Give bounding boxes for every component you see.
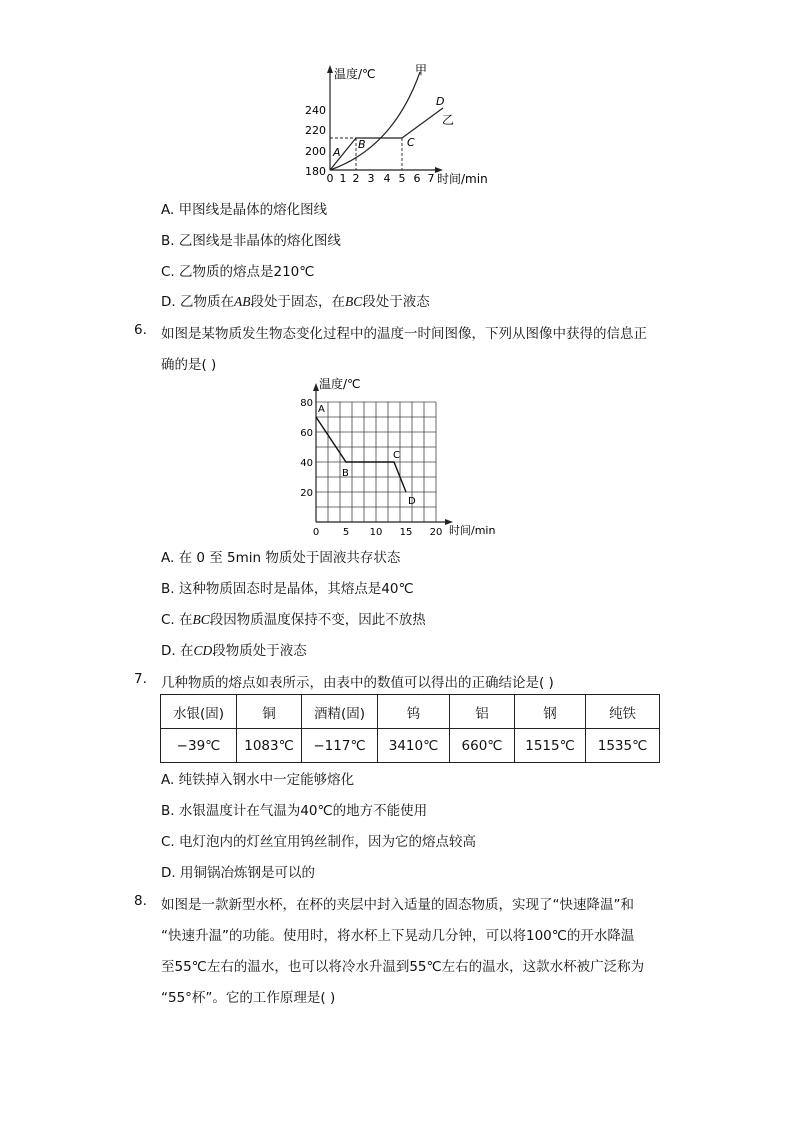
fig1-ytick: 240	[305, 104, 326, 117]
table-cell: 660℃	[450, 729, 515, 763]
q6-option-d-suffix: 段物质处于液态	[212, 643, 307, 659]
fig2-y-tick-label: 40	[300, 458, 313, 469]
fig1-ytick: 200	[305, 145, 326, 158]
q8-stem-line1: 如图是一款新型水杯，在杯的夹层中封入适量的固态物质，实现了“快速降温”和	[161, 897, 634, 913]
fig2-y-tick-label: 20	[300, 488, 313, 499]
fig2-x-tick-label: 15	[399, 527, 413, 538]
fig2-tick-labels	[300, 398, 442, 538]
fig1-x-title: 时间/min	[437, 172, 488, 186]
fig1-label-c: C	[407, 136, 415, 149]
table-header-cell: 水银(固)	[161, 695, 237, 729]
fig2-point-label: B	[342, 468, 349, 479]
fig1-y-arrow	[327, 65, 333, 73]
fig1-xtick: 6	[413, 172, 421, 185]
fig1-label-b: B	[358, 138, 366, 151]
fig1-label-jia: 甲	[415, 63, 428, 77]
table-cell: −117℃	[302, 729, 378, 763]
fig1-y-title: 温度/℃	[334, 67, 376, 81]
fig1-curve-yi	[330, 108, 443, 170]
q7-stem: 几种物质的熔点如表所示，由表中的数值可以得出的正确结论是( )	[161, 675, 554, 691]
fig2-x-tick-label: 20	[429, 527, 443, 538]
fig1-xtick: 1	[339, 172, 347, 185]
fig1-xtick: 2	[352, 172, 360, 185]
table-cell: 1083℃	[237, 729, 302, 763]
fig1-xtick: 3	[367, 172, 375, 185]
table-cell: 1535℃	[586, 729, 660, 763]
table-cell: −39℃	[161, 729, 237, 763]
fig2-y-title: 温度/℃	[319, 377, 361, 391]
fig1-ytick: 180	[305, 165, 326, 178]
fig1-xtick: 0	[326, 172, 334, 185]
fig1-ytick: 220	[305, 124, 326, 137]
q8-stem-line4: “55°杯”。它的工作原理是( )	[161, 990, 336, 1006]
q7-option-c[interactable]: C. 电灯泡内的灯丝宜用钨丝制作，因为它的熔点较高	[161, 834, 477, 850]
figure-1-heating-curves	[298, 58, 508, 190]
fig1-label-d: D	[436, 95, 445, 108]
q6-option-c[interactable]	[161, 608, 426, 628]
q8-stem-line2: “快速升温”的功能。使用时，将水杯上下晃动几分钟，可以将100℃的开水降温	[161, 928, 635, 944]
q6-stem-line2: 确的是( )	[161, 357, 217, 373]
segment-ab: AB	[233, 294, 251, 309]
q5-option-d-prefix: D. 乙物质在	[161, 294, 234, 310]
fig2-y-tick-label: 80	[300, 398, 313, 409]
table-header-cell: 纯铁	[586, 695, 660, 729]
fig1-xtick: 5	[398, 172, 406, 185]
fig2-x-tick-label: 5	[342, 527, 350, 538]
q5-option-c[interactable]: C. 乙物质的熔点是210℃	[161, 264, 315, 280]
q6-option-d-prefix: D. 在	[161, 643, 194, 659]
fig2-axes	[313, 383, 453, 525]
fig2-y-tick-label: 60	[300, 428, 313, 439]
fig2-point-label: C	[393, 450, 400, 461]
table-header-cell: 酒精(固)	[302, 695, 378, 729]
table-cell: 1515℃	[515, 729, 586, 763]
fig2-x-tick-label: 10	[369, 527, 383, 538]
q6-option-b[interactable]: B. 这种物质固态时是晶体，其熔点是40℃	[161, 581, 414, 597]
fig1-curve-jia	[330, 72, 420, 170]
segment-bc: BC	[344, 294, 363, 309]
q5-option-d-suffix: 段处于液态	[362, 294, 430, 310]
fig1-xtick: 7	[427, 172, 435, 185]
q6-number: 6.	[134, 322, 147, 338]
q6-stem-line1: 如图是某物质发生物态变化过程中的温度一时间图像，下列从图像中获得的信息正	[161, 326, 647, 342]
segment-bc: BC	[192, 612, 210, 627]
fig1-xtick: 4	[383, 172, 391, 185]
q6-option-d[interactable]	[161, 639, 307, 659]
q6-option-c-prefix: C. 在	[161, 612, 193, 628]
table-header-row	[161, 695, 660, 729]
q6-option-c-suffix: 段因物质温度保持不变，因此不放热	[209, 612, 426, 628]
q7-option-d[interactable]: D. 用铜锅冶炼钢是可以的	[161, 865, 315, 881]
q8-number: 8.	[134, 893, 147, 909]
q5-option-d[interactable]	[161, 290, 430, 310]
table-header-cell: 铜	[237, 695, 302, 729]
fig1-label-yi: 乙	[442, 113, 455, 127]
q8-stem-line3: 至55℃左右的温水，也可以将冷水升温到55℃左右的温水，这款水杯被广泛称为	[161, 959, 645, 975]
figure-2-temperature-time-chart	[290, 374, 500, 542]
table-header-cell: 铝	[450, 695, 515, 729]
q5-option-d-mid: 段处于固态，在	[250, 294, 345, 310]
fig2-series	[316, 404, 416, 507]
table-header-cell: 钢	[515, 695, 586, 729]
fig2-x-tick-label: 0	[312, 527, 320, 538]
q7-option-b[interactable]: B. 水银温度计在气温为40℃的地方不能使用	[161, 803, 428, 819]
fig2-point-label: D	[408, 496, 416, 507]
fig2-point-label: A	[318, 404, 325, 415]
q5-option-b[interactable]: B. 乙图线是非晶体的熔化图线	[161, 233, 341, 249]
q6-option-a[interactable]: A. 在 0 至 5min 物质处于固液共存状态	[161, 550, 401, 566]
segment-cd: CD	[193, 643, 213, 658]
table-cell: 3410℃	[378, 729, 450, 763]
q7-option-a[interactable]: A. 纯铁掉入钢水中一定能够熔化	[161, 772, 355, 788]
melting-point-table	[160, 694, 660, 763]
table-header-cell: 钨	[378, 695, 450, 729]
fig1-label-a: A	[333, 146, 341, 159]
q5-option-a[interactable]: A. 甲图线是晶体的熔化图线	[161, 202, 328, 218]
table-row	[161, 729, 660, 763]
q7-number: 7.	[134, 671, 147, 687]
fig2-x-title: 时间/min	[449, 524, 496, 537]
